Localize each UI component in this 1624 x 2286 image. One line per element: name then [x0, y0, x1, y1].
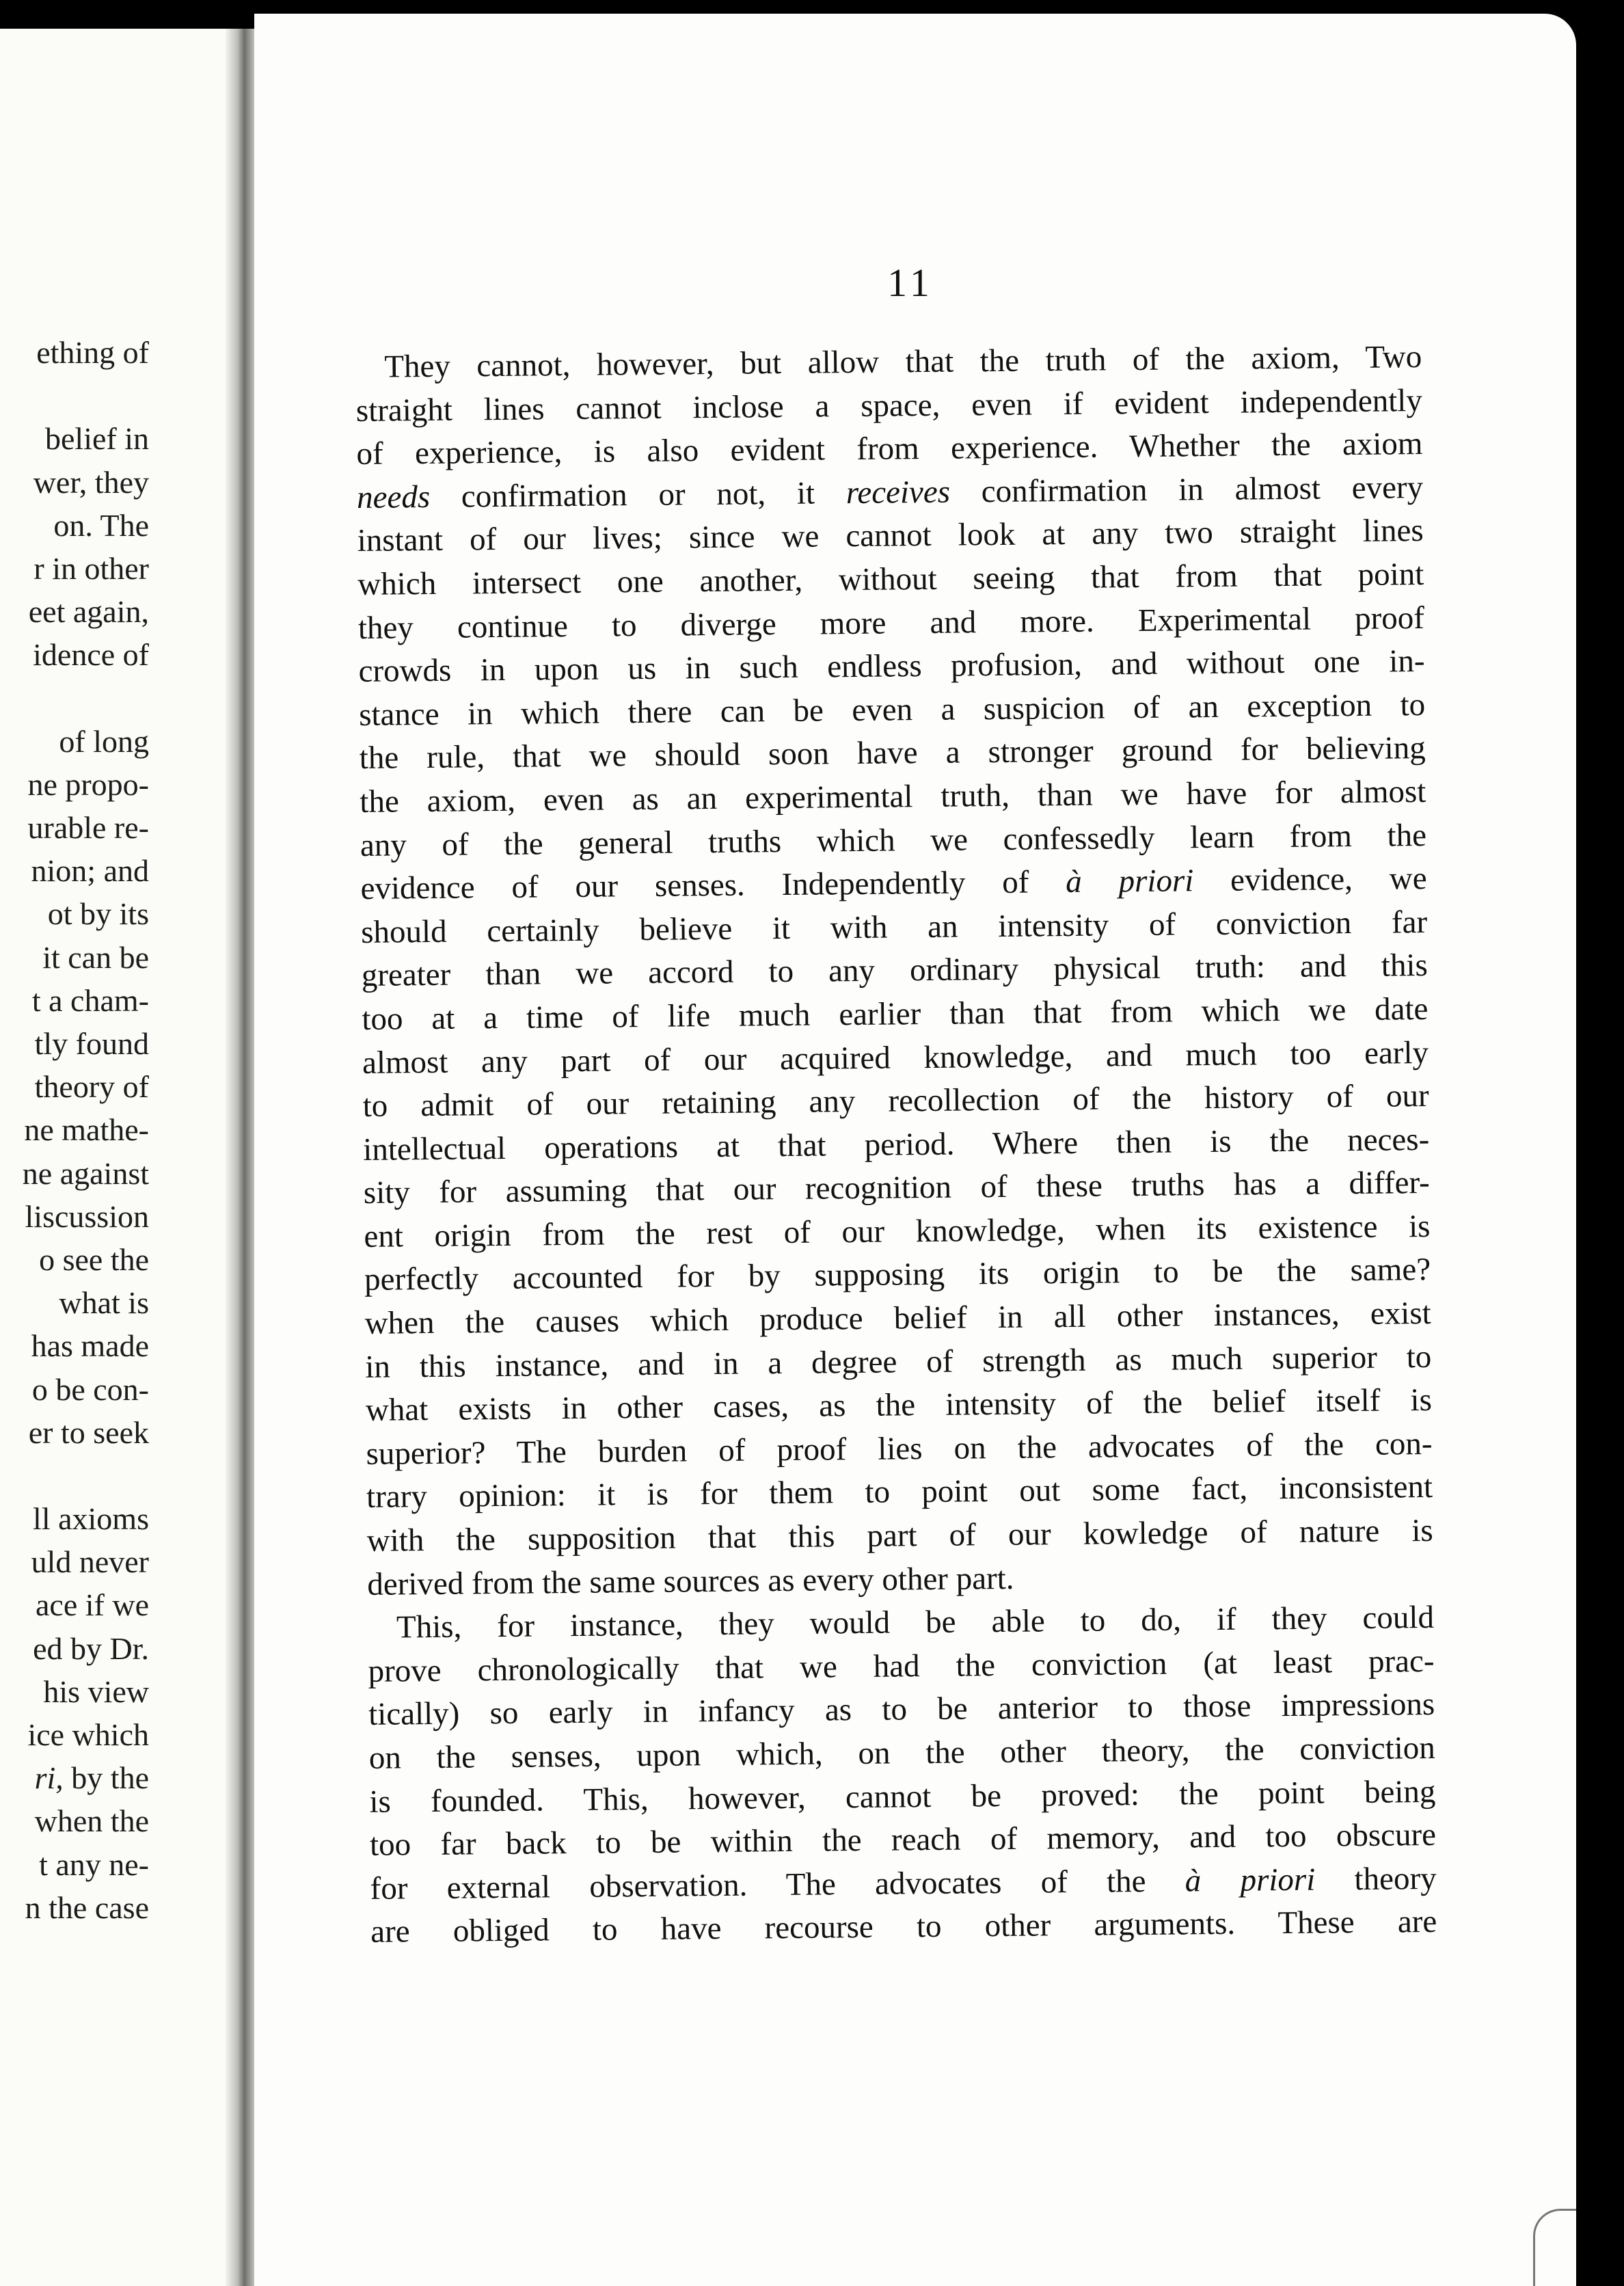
text-line: trary opinion: it is for them to point out some fact, inconsistent — [366, 1469, 1433, 1516]
left-line: ot by its — [47, 896, 149, 932]
paragraph — [355, 336, 1434, 1606]
left-line: o be con- — [31, 1371, 149, 1407]
text-line: for external observation. The advocates of the à priori theory — [370, 1860, 1437, 1907]
text-line: are obliged to have recourse to other arguments. These are — [370, 1904, 1437, 1950]
left-line: liscussion — [25, 1198, 149, 1234]
left-page-text — [15, 331, 247, 1929]
text-line: superior? The burden of proof lies on the advocates of the con- — [366, 1425, 1433, 1472]
text-line: which intersect one another, without seeing that from that point — [357, 556, 1424, 602]
left-line: when the — [34, 1803, 149, 1839]
text-line: on the senses, upon which, on the other theory, the conviction — [368, 1730, 1436, 1776]
text-line: perfectly accounted for by supposing its origin to be the same? — [364, 1252, 1431, 1298]
left-line: t a cham- — [31, 982, 149, 1018]
left-line: urable re- — [27, 810, 149, 846]
left-line: n the case — [25, 1890, 149, 1925]
left-line: ll axioms — [33, 1501, 149, 1537]
left-line: ething of — [36, 335, 149, 370]
left-line: r in other — [33, 550, 149, 586]
left-line: ri, by the — [34, 1760, 149, 1796]
text-line: is founded. This, however, cannot be proved: the point being — [369, 1773, 1436, 1820]
text-line: intellectual operations at that period. Where then is the neces- — [363, 1121, 1430, 1168]
left-line: has made — [31, 1328, 149, 1364]
left-line: o see the — [39, 1241, 149, 1277]
left-line: ace if we — [36, 1587, 149, 1623]
left-line: on. The — [53, 507, 149, 543]
text-line: evidence of our senses. Independently of à priori evidence, we — [360, 861, 1427, 907]
text-line: ent origin from the rest of our knowledge, when its existence is — [364, 1208, 1431, 1254]
text-line: any of the general truths which we confessedly learn from the — [360, 817, 1427, 863]
text-line: greater than we accord to any ordinary physical truth: and this — [361, 947, 1429, 994]
left-line: tly found — [34, 1026, 149, 1061]
left-line: belief in — [45, 421, 149, 457]
text-line: the axiom, even as an experimental truth, than we have for almost — [360, 773, 1426, 820]
left-line: his view — [43, 1673, 149, 1709]
left-line: idence of — [33, 637, 149, 673]
text-line: needs confirmation or not, it receives confirmation in almost every — [356, 469, 1424, 515]
text-line: This, for instance, they would be able to do, if they could — [396, 1600, 1435, 1645]
text-line: prove chronologically that we had the conviction (at least prac- — [368, 1643, 1435, 1689]
left-line: nion; and — [31, 853, 149, 889]
left-line: ne mathe- — [24, 1112, 149, 1148]
left-line — [15, 677, 247, 720]
left-line: ne against — [22, 1155, 149, 1191]
page-corner-curl — [1533, 2209, 1576, 2286]
text-line: too at a time of life much earlier than that from which we date — [362, 991, 1429, 1037]
page-number: 11 — [887, 260, 934, 305]
left-line: wer, they — [33, 464, 149, 500]
text-line: sity for assuming that our recognition of these truths has a differ- — [363, 1165, 1431, 1211]
text-line: in this instance, and in a degree of strength as much superior to — [365, 1339, 1432, 1385]
text-line: when the causes which produce belief in all other instances, exist — [364, 1295, 1431, 1341]
left-line: eet again, — [28, 594, 149, 630]
text-line: what exists in other cases, as the intensity of the belief itself is — [365, 1382, 1433, 1429]
text-line: to admit of our retaining any recollection of the history of our — [362, 1078, 1429, 1125]
left-line: t any ne- — [39, 1846, 149, 1882]
left-page-fragment — [0, 29, 247, 2286]
left-line: of long — [59, 723, 149, 759]
text-line: stance in which there can be even a suspicion of an exception to — [358, 686, 1426, 733]
left-line: what is — [59, 1285, 149, 1321]
text-line: instant of our lives; since we cannot look at any two straight lines — [357, 513, 1424, 559]
text-line: crowds in upon us in such endless profusion, and without one in- — [358, 643, 1425, 690]
left-line: er to seek — [28, 1414, 149, 1450]
text-line: they continue to diverge more and more. Experimental proof — [357, 600, 1425, 646]
text-line: should certainly believe it with an intensity of conviction far — [360, 904, 1428, 950]
paragraph — [368, 1596, 1437, 1954]
left-line: ed by Dr. — [33, 1630, 149, 1666]
left-line — [15, 374, 247, 417]
text-line: straight lines cannot inclose a space, even if evident independently — [355, 382, 1423, 429]
left-line: it can be — [42, 939, 149, 975]
left-line: uld never — [31, 1544, 149, 1580]
text-line: almost any part of our acquired knowledge, and much too early — [362, 1034, 1429, 1081]
left-line: ne propo- — [27, 766, 149, 802]
left-line — [15, 1454, 247, 1497]
text-line: They cannot, however, but allow that the truth of the axiom, Two — [384, 339, 1422, 385]
text-line: the rule, that we should soon have a stronger ground for believing — [359, 730, 1426, 777]
text-line: with the supposition that this part of our kowledge of nature is — [366, 1512, 1433, 1559]
left-line: theory of — [34, 1069, 149, 1105]
text-line: tically) so early in infancy as to be anterior to those impressions — [368, 1686, 1435, 1733]
body-text — [355, 336, 1437, 1954]
text-line: of experience, is also evident from experience. Whether the axiom — [356, 426, 1423, 472]
text-line: too far back to be within the reach of memory, and too obscure — [369, 1817, 1437, 1864]
text-line: derived from the same sources as every other part. — [367, 1560, 1014, 1602]
left-line: ice which — [27, 1717, 149, 1752]
right-page — [254, 14, 1576, 2286]
